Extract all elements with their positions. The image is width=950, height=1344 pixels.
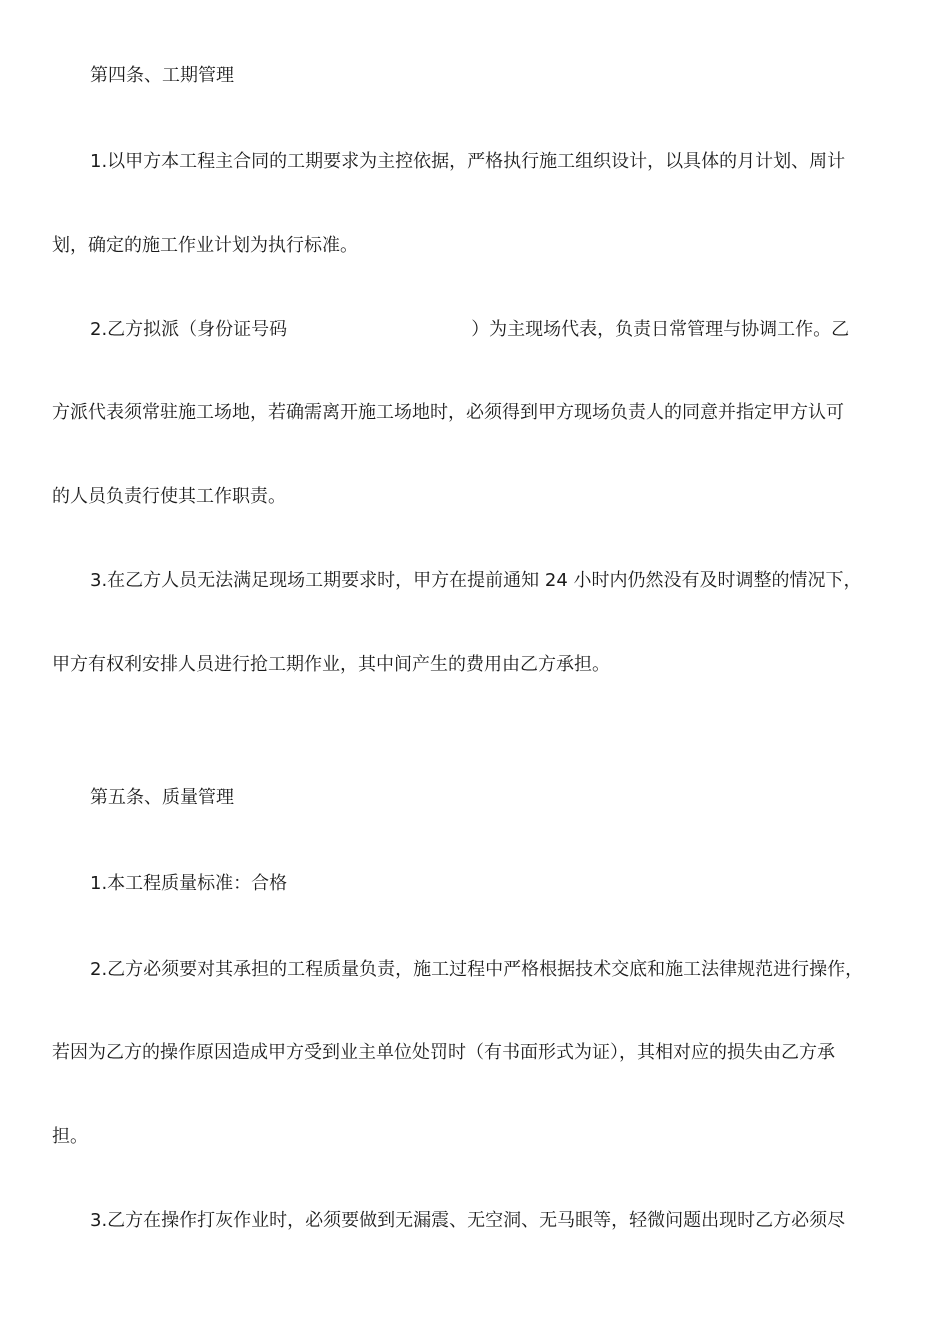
article-4-clause-1-line-1: 1.以甲方本工程主合同的工期要求为主控依据，严格执行施工组织设计，以具体的月计划、周计 [90, 151, 846, 172]
article-5-clause-2-line-2: 若因为乙方的操作原因造成甲方受到业主单位处罚时（有书面形式为证），其相对应的损失由乙方承 [52, 1042, 835, 1063]
article-5-clause-2-line-1: 2.乙方必须要对其承担的工程质量负责，施工过程中严格根据技术交底和施工法律规范进行操作， [90, 959, 864, 980]
article-5-clause-2-line-3: 担。 [52, 1126, 88, 1147]
article-4-clause-3-line-1: 3.在乙方人员无法满足现场工期要求时，甲方在提前通知 24 小时内仍然没有及时调整的情况下， [90, 570, 862, 591]
clause-2-text-after-blank: ）为主现场代表，负责日常管理与协调工作。乙 [471, 319, 850, 340]
article-4-clause-1-line-2: 划，确定的施工作业计划为执行标准。 [52, 235, 358, 256]
article-4-clause-2-line-3: 的人员负责行使其工作职责。 [52, 486, 286, 507]
article-5-clause-3-line-1: 3.乙方在操作打灰作业时，必须要做到无漏震、无空洞、无马眼等，轻微问题出现时乙方必须尽 [90, 1210, 846, 1231]
article-4-heading: 第四条、工期管理 [90, 65, 234, 86]
clause-2-text-before-blank: 2.乙方拟派（身份证号码 [90, 319, 288, 340]
article-4-clause-3-line-2: 甲方有权利安排人员进行抢工期作业，其中间产生的费用由乙方承担。 [52, 654, 610, 675]
article-4-clause-2-line-2: 方派代表须常驻施工场地，若确需离开施工场地时，必须得到甲方现场负责人的同意并指定甲方认可 [52, 402, 844, 423]
article-4-clause-2-line-1 [90, 318, 849, 342]
article-5-heading: 第五条、质量管理 [90, 787, 234, 808]
article-5-clause-1-line-1: 1.本工程质量标准：合格 [90, 873, 288, 894]
